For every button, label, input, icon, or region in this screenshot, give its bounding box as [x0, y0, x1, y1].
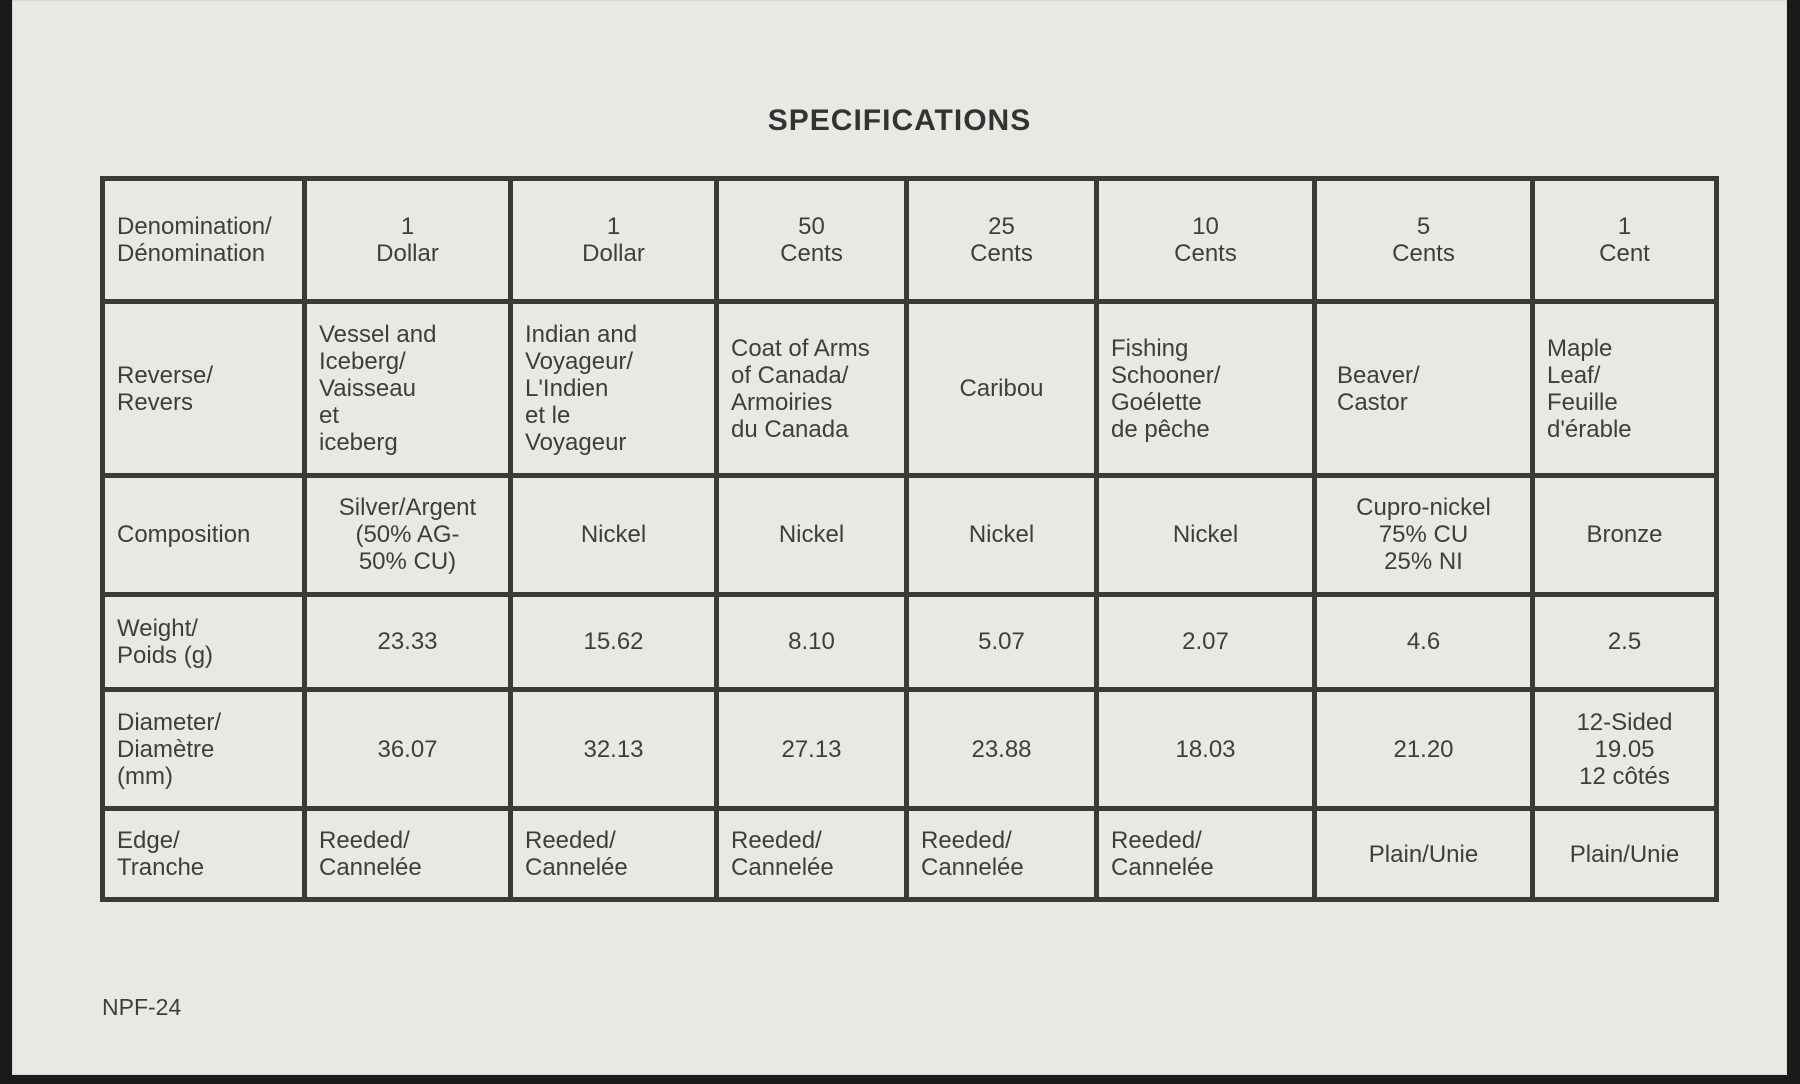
- cell-composition: Nickel: [907, 475, 1097, 594]
- cell-denomination: 10 Cents: [1097, 179, 1315, 302]
- specifications-table: [100, 176, 1719, 902]
- cell-weight: 23.33: [305, 595, 511, 690]
- cell-diameter: 32.13: [511, 689, 717, 808]
- cell-diameter: 12-Sided 19.05 12 côtés: [1533, 689, 1717, 808]
- cell-diameter: 21.20: [1315, 689, 1533, 808]
- cell-edge: Reeded/ Cannelée: [511, 809, 717, 900]
- cell-weight: 8.10: [717, 595, 907, 690]
- cell-weight: 15.62: [511, 595, 717, 690]
- cell-weight: 2.07: [1097, 595, 1315, 690]
- cell-weight: 5.07: [907, 595, 1097, 690]
- cell-composition: Nickel: [1097, 475, 1315, 594]
- cell-denomination: 1 Dollar: [305, 179, 511, 302]
- cell-weight: 2.5: [1533, 595, 1717, 690]
- cell-composition: Nickel: [511, 475, 717, 594]
- cell-reverse: Coat of Arms of Canada/ Armoiries du Canada: [717, 302, 907, 476]
- row-denomination: [103, 179, 1717, 302]
- cell-composition: Bronze: [1533, 475, 1717, 594]
- cell-denomination: 50 Cents: [717, 179, 907, 302]
- row-label-denomination: Denomination/ Dénomination: [103, 179, 305, 302]
- cell-diameter: 36.07: [305, 689, 511, 808]
- cell-edge: Reeded/ Cannelée: [305, 809, 511, 900]
- row-label-edge: Edge/ Tranche: [103, 809, 305, 900]
- row-weight: [103, 595, 1717, 690]
- cell-denomination: 1 Cent: [1533, 179, 1717, 302]
- cell-edge: Plain/Unie: [1533, 809, 1717, 900]
- row-composition: [103, 475, 1717, 594]
- cell-weight: 4.6: [1315, 595, 1533, 690]
- page-title: SPECIFICATIONS: [767, 104, 1032, 137]
- cell-reverse: Beaver/ Castor: [1315, 302, 1533, 476]
- cell-composition: Silver/Argent (50% AG- 50% CU): [305, 475, 511, 594]
- cell-denomination: 25 Cents: [907, 179, 1097, 302]
- row-reverse: [103, 302, 1717, 476]
- cell-diameter: 27.13: [717, 689, 907, 808]
- cell-denomination: 1 Dollar: [511, 179, 717, 302]
- cell-denomination: 5 Cents: [1315, 179, 1533, 302]
- row-label-weight: Weight/ Poids (g): [103, 595, 305, 690]
- cell-reverse: Vessel and Iceberg/ Vaisseau et iceberg: [305, 302, 511, 476]
- row-edge: [103, 809, 1717, 900]
- cell-diameter: 23.88: [907, 689, 1097, 808]
- cell-reverse: Maple Leaf/ Feuille d'érable: [1533, 302, 1717, 476]
- cell-composition: Nickel: [717, 475, 907, 594]
- cell-composition: Cupro-nickel 75% CU 25% NI: [1315, 475, 1533, 594]
- row-label-composition: Composition: [103, 475, 305, 594]
- cell-reverse: Fishing Schooner/ Goélette de pêche: [1097, 302, 1315, 476]
- cell-diameter: 18.03: [1097, 689, 1315, 808]
- row-diameter: [103, 689, 1717, 808]
- cell-edge: Plain/Unie: [1315, 809, 1533, 900]
- row-label-reverse: Reverse/ Revers: [103, 302, 305, 476]
- cell-edge: Reeded/ Cannelée: [717, 809, 907, 900]
- cell-edge: Reeded/ Cannelée: [1097, 809, 1315, 900]
- row-label-diameter: Diameter/ Diamètre (mm): [103, 689, 305, 808]
- cell-edge: Reeded/ Cannelée: [907, 809, 1097, 900]
- cell-reverse: Indian and Voyageur/ L'Indien et le Voyageur: [511, 302, 717, 476]
- specification-card: [12, 0, 1787, 1075]
- document-code: NPF-24: [102, 994, 182, 1020]
- cell-reverse: Caribou: [907, 302, 1097, 476]
